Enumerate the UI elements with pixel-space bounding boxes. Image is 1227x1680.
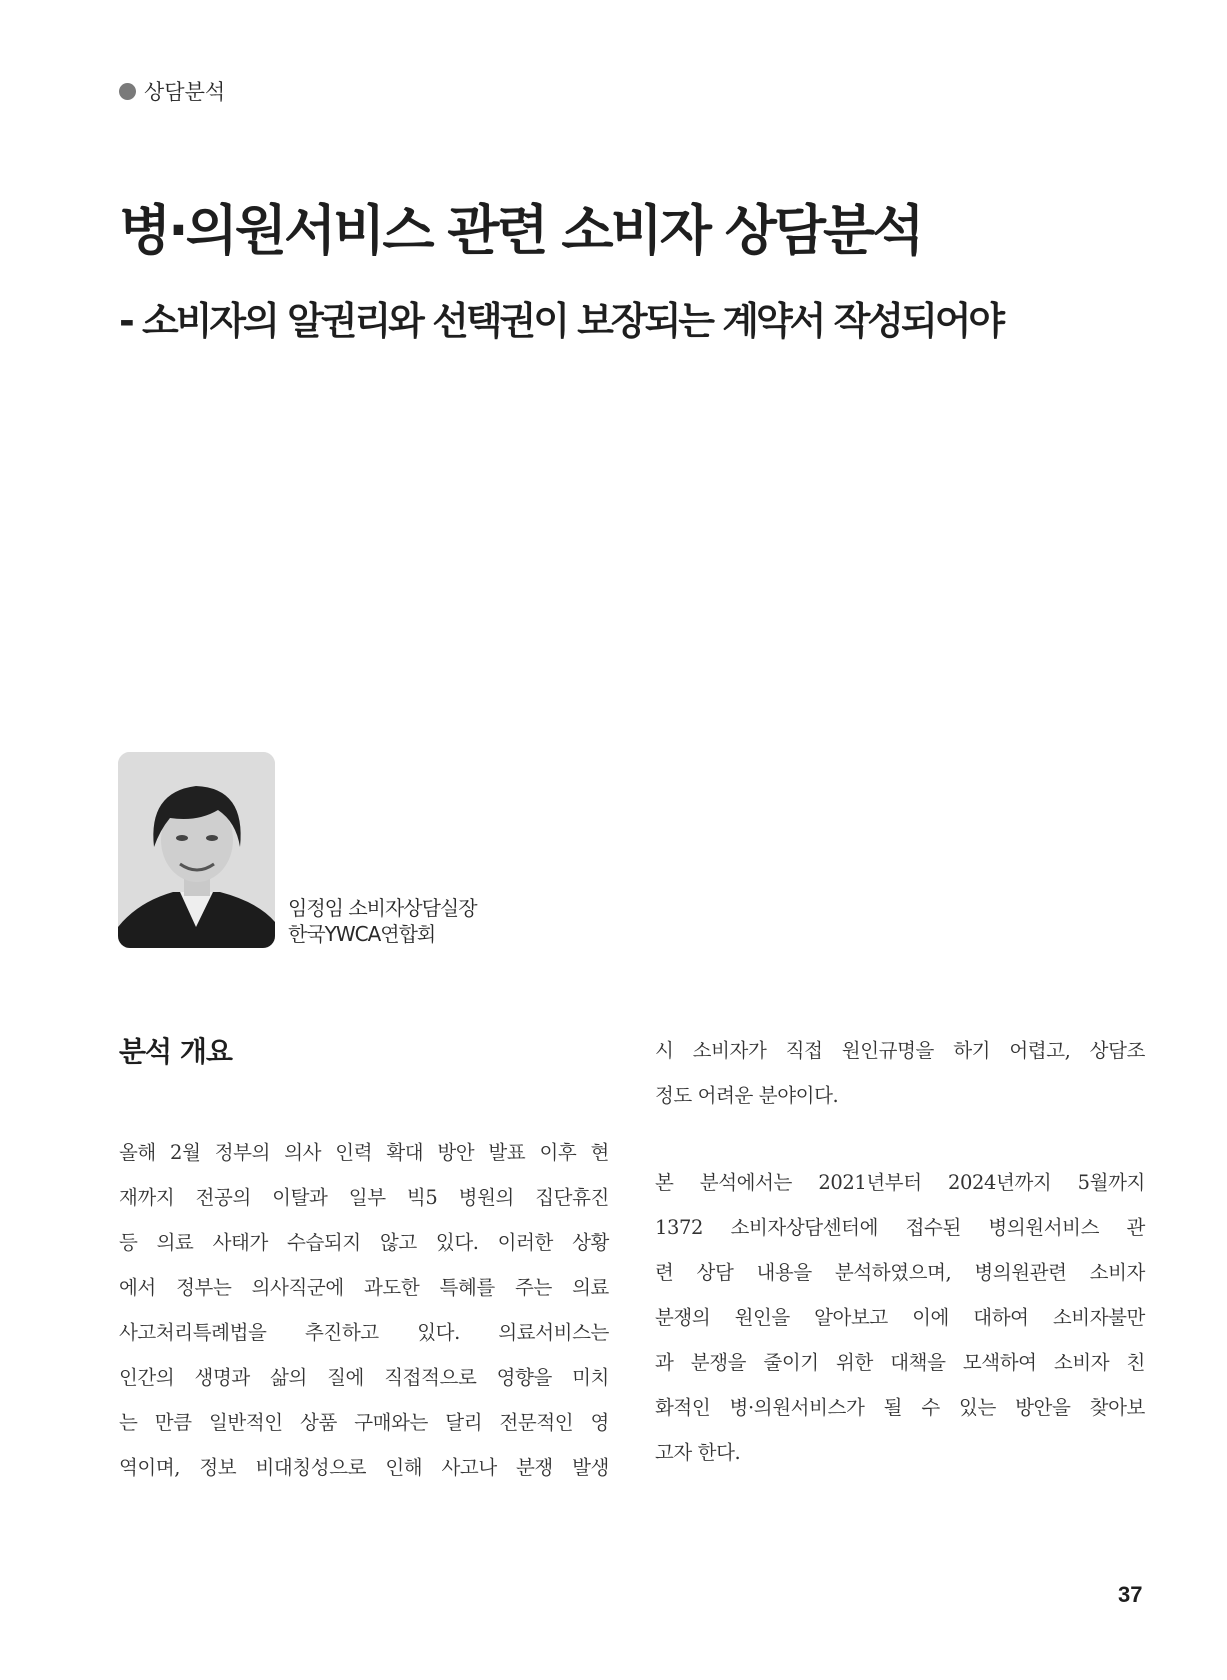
portrait-image <box>118 752 275 948</box>
body-line: 본 분석에서는 2021년부터 2024년까지 5월까지 <box>655 1171 1145 1194</box>
body-line: 과 분쟁을 줄이기 위한 대책을 모색하여 소비자 친 <box>655 1351 1145 1374</box>
body-line: 련 상담 내용을 분석하였으며, 병의원관련 소비자 <box>655 1261 1145 1284</box>
body-line: 화적인 병·의원서비스가 될 수 있는 방안을 찾아보 <box>655 1396 1145 1419</box>
article-subtitle: - 소비자의 알권리와 선택권이 보장되는 계약서 작성되어야 <box>119 299 1003 343</box>
author-info <box>288 895 477 947</box>
author-organization: 한국YWCA연합회 <box>288 922 436 946</box>
body-line: 에서 정부는 의사직군에 과도한 특혜를 주는 의료 <box>119 1276 609 1299</box>
body-line: 고자 한다. <box>655 1441 741 1464</box>
section-tag <box>119 76 225 106</box>
right-column-paragraph-2 <box>655 1160 1145 1475</box>
body-line: 사고처리특례법을 추진하고 있다. 의료서비스는 <box>119 1321 609 1344</box>
body-line: 분쟁의 원인을 알아보고 이에 대하여 소비자불만 <box>655 1306 1145 1329</box>
body-line: 는 만큼 일반적인 상품 구매와는 달리 전문적인 영 <box>119 1411 609 1434</box>
left-column <box>119 1130 609 1490</box>
body-line: 등 의료 사태가 수습되지 않고 있다. 이러한 상황 <box>119 1231 609 1254</box>
page-number: 37 <box>1118 1582 1143 1607</box>
body-line: 역이며, 정보 비대칭성으로 인해 사고나 분쟁 발생 <box>119 1456 609 1479</box>
article-title: 병·의원서비스 관련 소비자 상담분석 <box>119 199 922 262</box>
body-line: 1372 소비자상담센터에 접수된 병의원서비스 관 <box>655 1216 1145 1239</box>
bullet-dot-icon <box>119 83 136 100</box>
body-line: 시 소비자가 직접 원인규명을 하기 어렵고, 상담조 <box>655 1039 1145 1062</box>
body-line: 정도 어려운 분야이다. <box>655 1084 839 1107</box>
body-line: 올해 2월 정부의 의사 인력 확대 방안 발표 이후 현 <box>119 1141 609 1164</box>
author-name-title: 임정임 소비자상담실장 <box>288 896 477 920</box>
body-line: 재까지 전공의 이탈과 일부 빅5 병원의 집단휴진 <box>119 1186 609 1209</box>
section-tag-label: 상담분석 <box>144 80 226 104</box>
body-line: 인간의 생명과 삶의 질에 직접적으로 영향을 미치 <box>119 1366 609 1389</box>
section-heading: 분석 개요 <box>119 1035 232 1068</box>
right-column-paragraph-1 <box>655 1028 1145 1118</box>
author-photo <box>118 752 275 948</box>
